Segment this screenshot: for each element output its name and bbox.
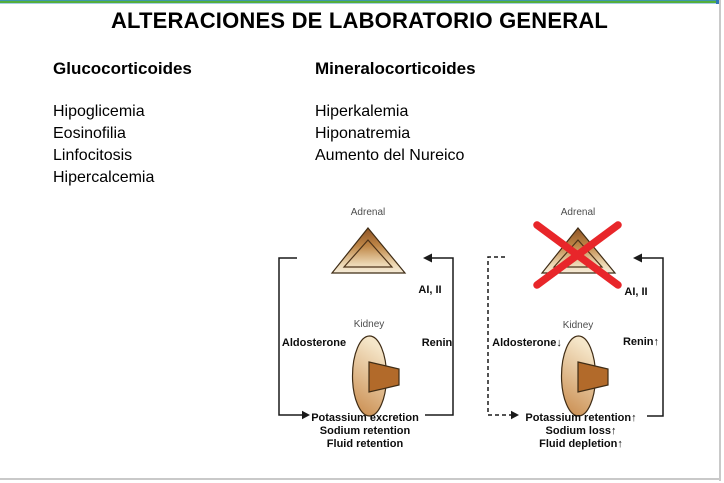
renal-pelvis-shape xyxy=(369,362,399,392)
aldosterone-label: Aldosterone xyxy=(281,337,347,349)
slide-right-edge xyxy=(719,0,721,481)
list-item: Hiperkalemia xyxy=(315,103,409,120)
effect-line: Potassium excretion xyxy=(311,412,419,424)
effects-list xyxy=(311,412,419,451)
adrenal-triangle xyxy=(332,228,405,273)
effect-line: Potassium retention↑ xyxy=(525,412,637,424)
arrowhead-left-icon xyxy=(633,254,642,263)
list-item: Hipercalcemia xyxy=(53,169,155,186)
list-item: Linfocitosis xyxy=(53,147,133,164)
list-item: Hiponatremia xyxy=(315,125,411,142)
renin-label: Renin xyxy=(421,337,453,349)
slide-bottom-edge xyxy=(0,478,721,480)
renal-pelvis-shape xyxy=(578,362,608,392)
list-item: Aumento del Nureico xyxy=(315,147,465,164)
arrowhead-right-icon xyxy=(302,411,310,419)
arrowhead-right-icon xyxy=(511,411,519,419)
top-accent-line xyxy=(0,0,716,4)
effect-line: Fluid depletion↑ xyxy=(539,438,623,450)
effects-list xyxy=(525,412,636,451)
page-title: ALTERACIONES DE LABORATORIO GENERAL xyxy=(110,8,609,33)
column-header-glucocorticoides: Glucocorticoides xyxy=(53,59,192,78)
effect-line: Sodium loss↑ xyxy=(545,425,617,437)
diagram-adrenal-insufficiency xyxy=(475,205,675,460)
diagram-normal-raas xyxy=(265,205,465,460)
arrowhead-left-icon xyxy=(423,254,432,263)
renin-label: Renin↑ xyxy=(622,336,660,348)
kidney-label: Kidney xyxy=(562,320,594,331)
aldosterone-label: Aldosterone↓ xyxy=(492,337,562,349)
effect-line: Sodium retention xyxy=(319,425,411,437)
angiotensin-label: AI, II xyxy=(418,284,442,296)
adrenal-label: Adrenal xyxy=(350,207,386,218)
angiotensin-label: AI, II xyxy=(624,286,648,298)
column-header-mineralocorticoides: Mineralocorticoides xyxy=(315,59,476,78)
effect-line: Fluid retention xyxy=(326,438,404,450)
aldosterone-feedback-line-dashed xyxy=(488,257,511,415)
adrenal-label: Adrenal xyxy=(560,207,596,218)
kidney-label: Kidney xyxy=(353,319,385,330)
list-item: Eosinofilia xyxy=(53,125,126,142)
list-item: Hipoglicemia xyxy=(53,103,145,120)
